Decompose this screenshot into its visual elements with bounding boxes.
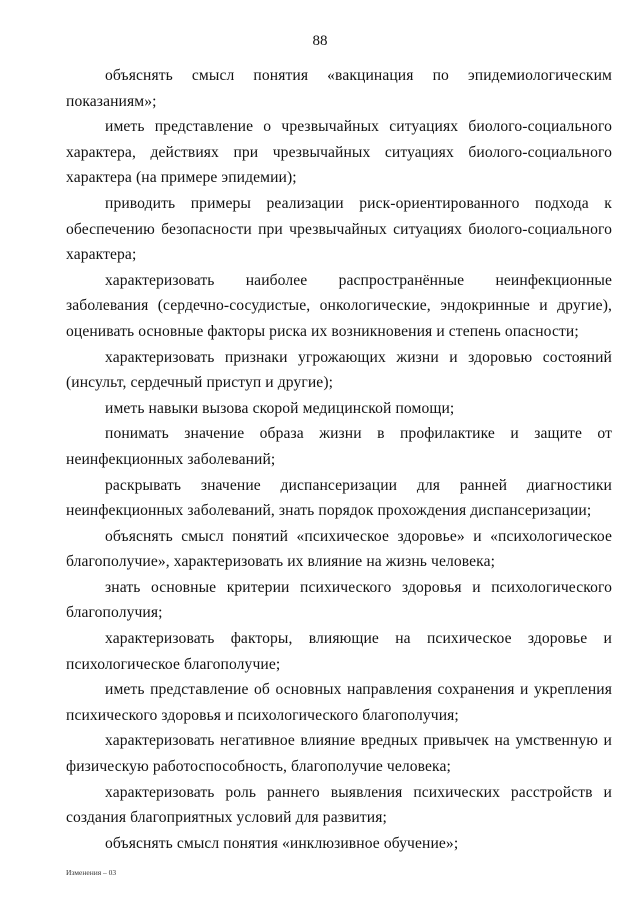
paragraph: характеризовать признаки угрожающих жизни и здоровью состояний (инсульт, сердечный приступ и другие); bbox=[66, 348, 612, 392]
paragraph: объяснять смысл понятия «инклюзивное обучение»; bbox=[105, 834, 459, 852]
page-number: 88 bbox=[312, 33, 328, 49]
paragraph: характеризовать негативное влияние вредных привычек на умственную и физическую работоспособность, благополучие человека; bbox=[66, 732, 612, 776]
paragraph: знать основные критерии психического здоровья и психологического благополучия; bbox=[66, 578, 612, 622]
document-body bbox=[66, 63, 612, 856]
paragraph: понимать значение образа жизни в профилактике и защите от неинфекционных заболеваний; bbox=[66, 425, 612, 468]
paragraph: раскрывать значение диспансеризации для ранней диагностики неинфекционных заболеваний, знать порядок прохождения диспансеризации; bbox=[66, 476, 612, 520]
paragraph: иметь представление о чрезвычайных ситуациях биолого-социального характера, действиях при чрезвычайных ситуациях биолого-социального характера (на примере эпидемии); bbox=[66, 118, 612, 187]
paragraph: объяснять смысл понятия «вакцинация по эпидемиологическим показаниям»; bbox=[66, 67, 612, 110]
footer-revision-note: Изменения – 03 bbox=[66, 868, 117, 877]
paragraph: характеризовать наиболее распространённые неинфекционные заболевания (сердечно-сосудистые, онкологические, эндокринные и другие), оценивать основные факторы риска их возникновения и степень опасности; bbox=[66, 271, 612, 340]
paragraph: характеризовать факторы, влияющие на психическое здоровье и психологическое благополучие; bbox=[66, 630, 612, 673]
paragraph: характеризовать роль раннего выявления психических расстройств и создания благоприятных условий для развития; bbox=[66, 783, 612, 827]
paragraph: иметь представление об основных направления сохранения и укрепления психического здоровья и психологического благополучия; bbox=[66, 681, 612, 724]
paragraph: иметь навыки вызова скорой медицинской помощи; bbox=[105, 399, 455, 417]
paragraph: приводить примеры реализации риск-ориентированного подхода к обеспечению безопасности при чрезвычайных ситуациях биолого-социального характера; bbox=[66, 194, 612, 264]
paragraph: объяснять смысл понятий «психическое здоровье» и «психологическое благополучие», характеризовать их влияние на жизнь человека; bbox=[66, 527, 612, 571]
